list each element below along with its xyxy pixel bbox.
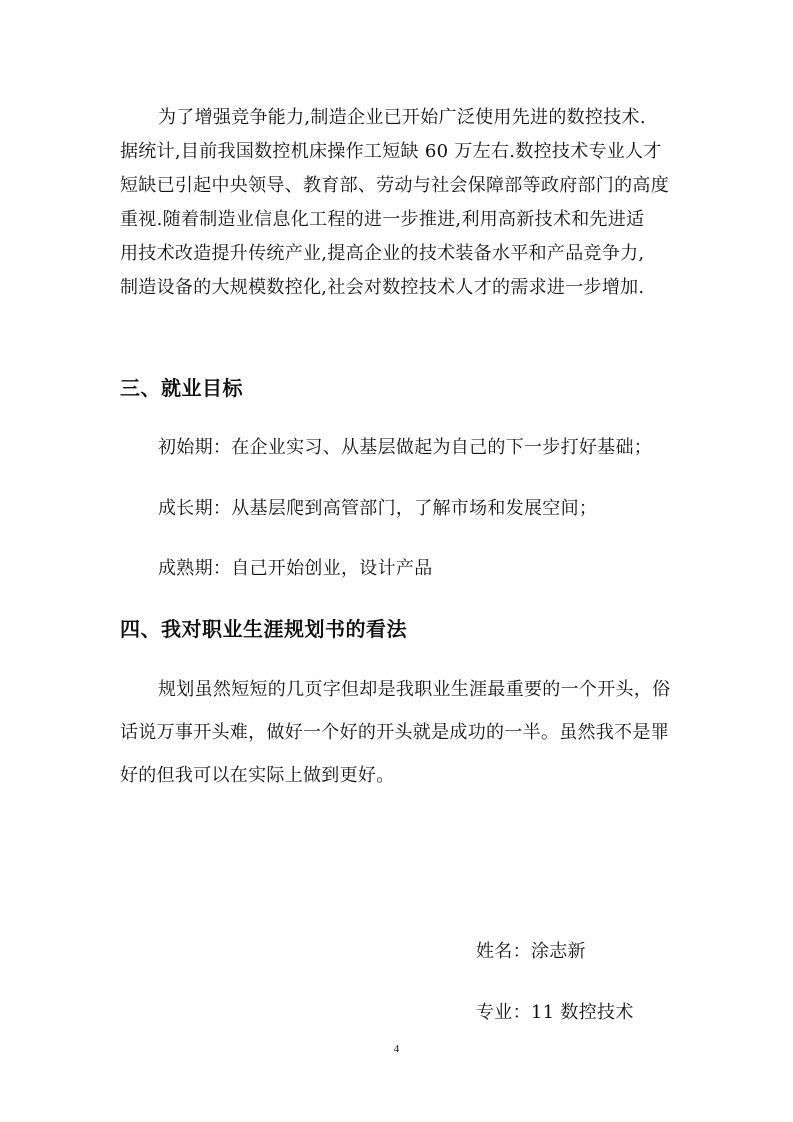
goal-mature-stage: 成熟期：自己开始创业，设计产品 <box>158 558 433 579</box>
paragraph-line: 重视.随着制造业信息化工程的进一步推进,利用高新技术和先进适 <box>120 209 645 230</box>
paragraph-line: 规划虽然短短的几页字但却是我职业生涯最重要的一个开头，俗 <box>158 679 671 700</box>
goal-initial-stage: 初始期：在企业实习、从基层做起为自己的下一步打好基础； <box>158 437 653 458</box>
opinion-paragraph <box>120 668 680 797</box>
signature-major: 专业：11 数控技术 <box>476 1002 634 1023</box>
paragraph-line: 话说万事开头难，做好一个好的开头就是成功的一半。虽然我不是罪 <box>120 722 669 743</box>
intro-paragraph <box>120 101 680 305</box>
paragraph-line: 制造设备的大规模数控化,社会对数控技术人才的需求进一步增加. <box>120 277 645 298</box>
section-heading-employment-goals: 三、就业目标 <box>120 376 243 400</box>
paragraph-line: 好的但我可以在实际上做到更好。 <box>120 765 395 786</box>
paragraph-line: 用技术改造提升传统产业,提高企业的技术装备水平和产品竞争力, <box>120 243 645 264</box>
paragraph-line: 为了增强竞争能力,制造企业已开始广泛使用先进的数控技术. <box>158 107 646 128</box>
section-heading-opinion: 四、我对职业生涯规划书的看法 <box>120 617 407 641</box>
page-number: 4 <box>393 1043 400 1055</box>
signature-name: 姓名：涂志新 <box>476 941 586 962</box>
paragraph-line: 短缺已引起中央领导、教育部、劳动与社会保障部等政府部门的高度 <box>120 175 669 196</box>
paragraph-line: 据统计,目前我国数控机床操作工短缺 60 万左右.数控技术专业人才 <box>120 141 662 162</box>
goal-growth-stage: 成长期：从基层爬到高管部门，了解市场和发展空间； <box>158 498 598 519</box>
